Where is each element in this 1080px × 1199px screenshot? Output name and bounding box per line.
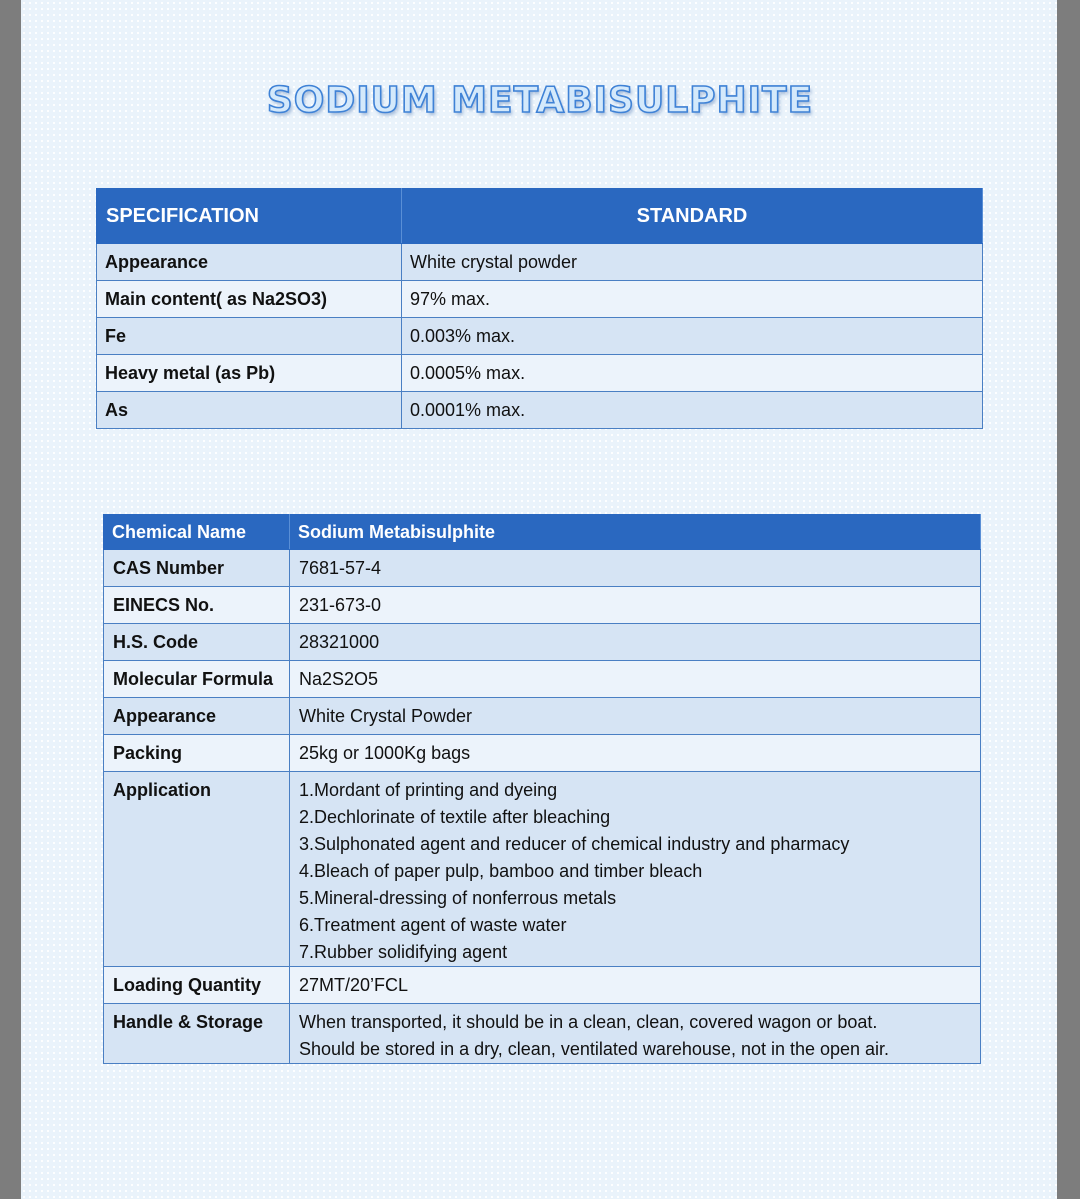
application-item: 6.Treatment agent of waste water: [299, 915, 567, 935]
specification-table: [96, 188, 983, 429]
storage-line: When transported, it should be in a clean, clean, covered wagon or boat.: [299, 1012, 878, 1032]
table-row: [97, 244, 983, 281]
info-value: Na2S2O5: [290, 661, 981, 698]
info-label: Application: [104, 772, 290, 967]
table-row-handle-storage: [104, 1004, 981, 1064]
spec-item: Main content( as Na2SO3): [97, 281, 402, 318]
application-item: 5.Mineral-dressing of nonferrous metals: [299, 888, 617, 908]
info-label: Packing: [104, 735, 290, 772]
header-chemical-name: Chemical Name: [104, 515, 290, 550]
header-chemical-value: Sodium Metabisulphite: [290, 515, 981, 550]
spec-item: Fe: [97, 318, 402, 355]
spec-item: As: [97, 392, 402, 429]
table-header-row: [104, 515, 981, 550]
spec-standard: 97% max.: [402, 281, 983, 318]
table-row: [97, 355, 983, 392]
spec-standard: 0.003% max.: [402, 318, 983, 355]
document-title: SODIUM METABISULPHITE: [266, 80, 814, 121]
table-row: [97, 392, 983, 429]
spec-item: Heavy metal (as Pb): [97, 355, 402, 392]
application-item: 1.Mordant of printing and dyeing: [299, 780, 558, 800]
table-row-application: [104, 772, 981, 967]
document-page: [21, 0, 1057, 1199]
info-value: 7681-57-4: [290, 550, 981, 587]
application-list: [290, 772, 981, 967]
application-item: 3.Sulphonated agent and reducer of chemical industry and pharmacy: [299, 834, 850, 854]
header-standard: STANDARD: [402, 189, 983, 244]
table-header-row: [97, 189, 983, 244]
table-row: [97, 281, 983, 318]
info-label: H.S. Code: [104, 624, 290, 661]
table-row: [104, 661, 981, 698]
application-item: 7.Rubber solidifying agent: [299, 942, 508, 962]
spec-standard: White crystal powder: [402, 244, 983, 281]
info-label: EINECS No.: [104, 587, 290, 624]
table-row: [104, 550, 981, 587]
info-value: White Crystal Powder: [290, 698, 981, 735]
spec-standard: 0.0001% max.: [402, 392, 983, 429]
info-label: Molecular Formula: [104, 661, 290, 698]
table-row: [104, 967, 981, 1004]
table-row: [104, 735, 981, 772]
application-item: 4.Bleach of paper pulp, bamboo and timber bleach: [299, 861, 703, 881]
info-value: 27MT/20’FCL: [290, 967, 981, 1004]
storage-line: Should be stored in a dry, clean, ventilated warehouse, not in the open air.: [299, 1039, 890, 1059]
table-row: [104, 698, 981, 735]
application-item: 2.Dechlorinate of textile after bleaching: [299, 807, 611, 827]
info-label: Handle & Storage: [104, 1004, 290, 1064]
info-label: Appearance: [104, 698, 290, 735]
info-value: 231-673-0: [290, 587, 981, 624]
table-row: [104, 587, 981, 624]
info-label: Loading Quantity: [104, 967, 290, 1004]
info-label: CAS Number: [104, 550, 290, 587]
info-value: 28321000: [290, 624, 981, 661]
spec-standard: 0.0005% max.: [402, 355, 983, 392]
table-row: [104, 624, 981, 661]
table-row: [97, 318, 983, 355]
header-specification: SPECIFICATION: [97, 189, 402, 244]
product-info-table: [103, 514, 981, 1064]
handle-storage-text: [290, 1004, 981, 1064]
spec-item: Appearance: [97, 244, 402, 281]
info-value: 25kg or 1000Kg bags: [290, 735, 981, 772]
